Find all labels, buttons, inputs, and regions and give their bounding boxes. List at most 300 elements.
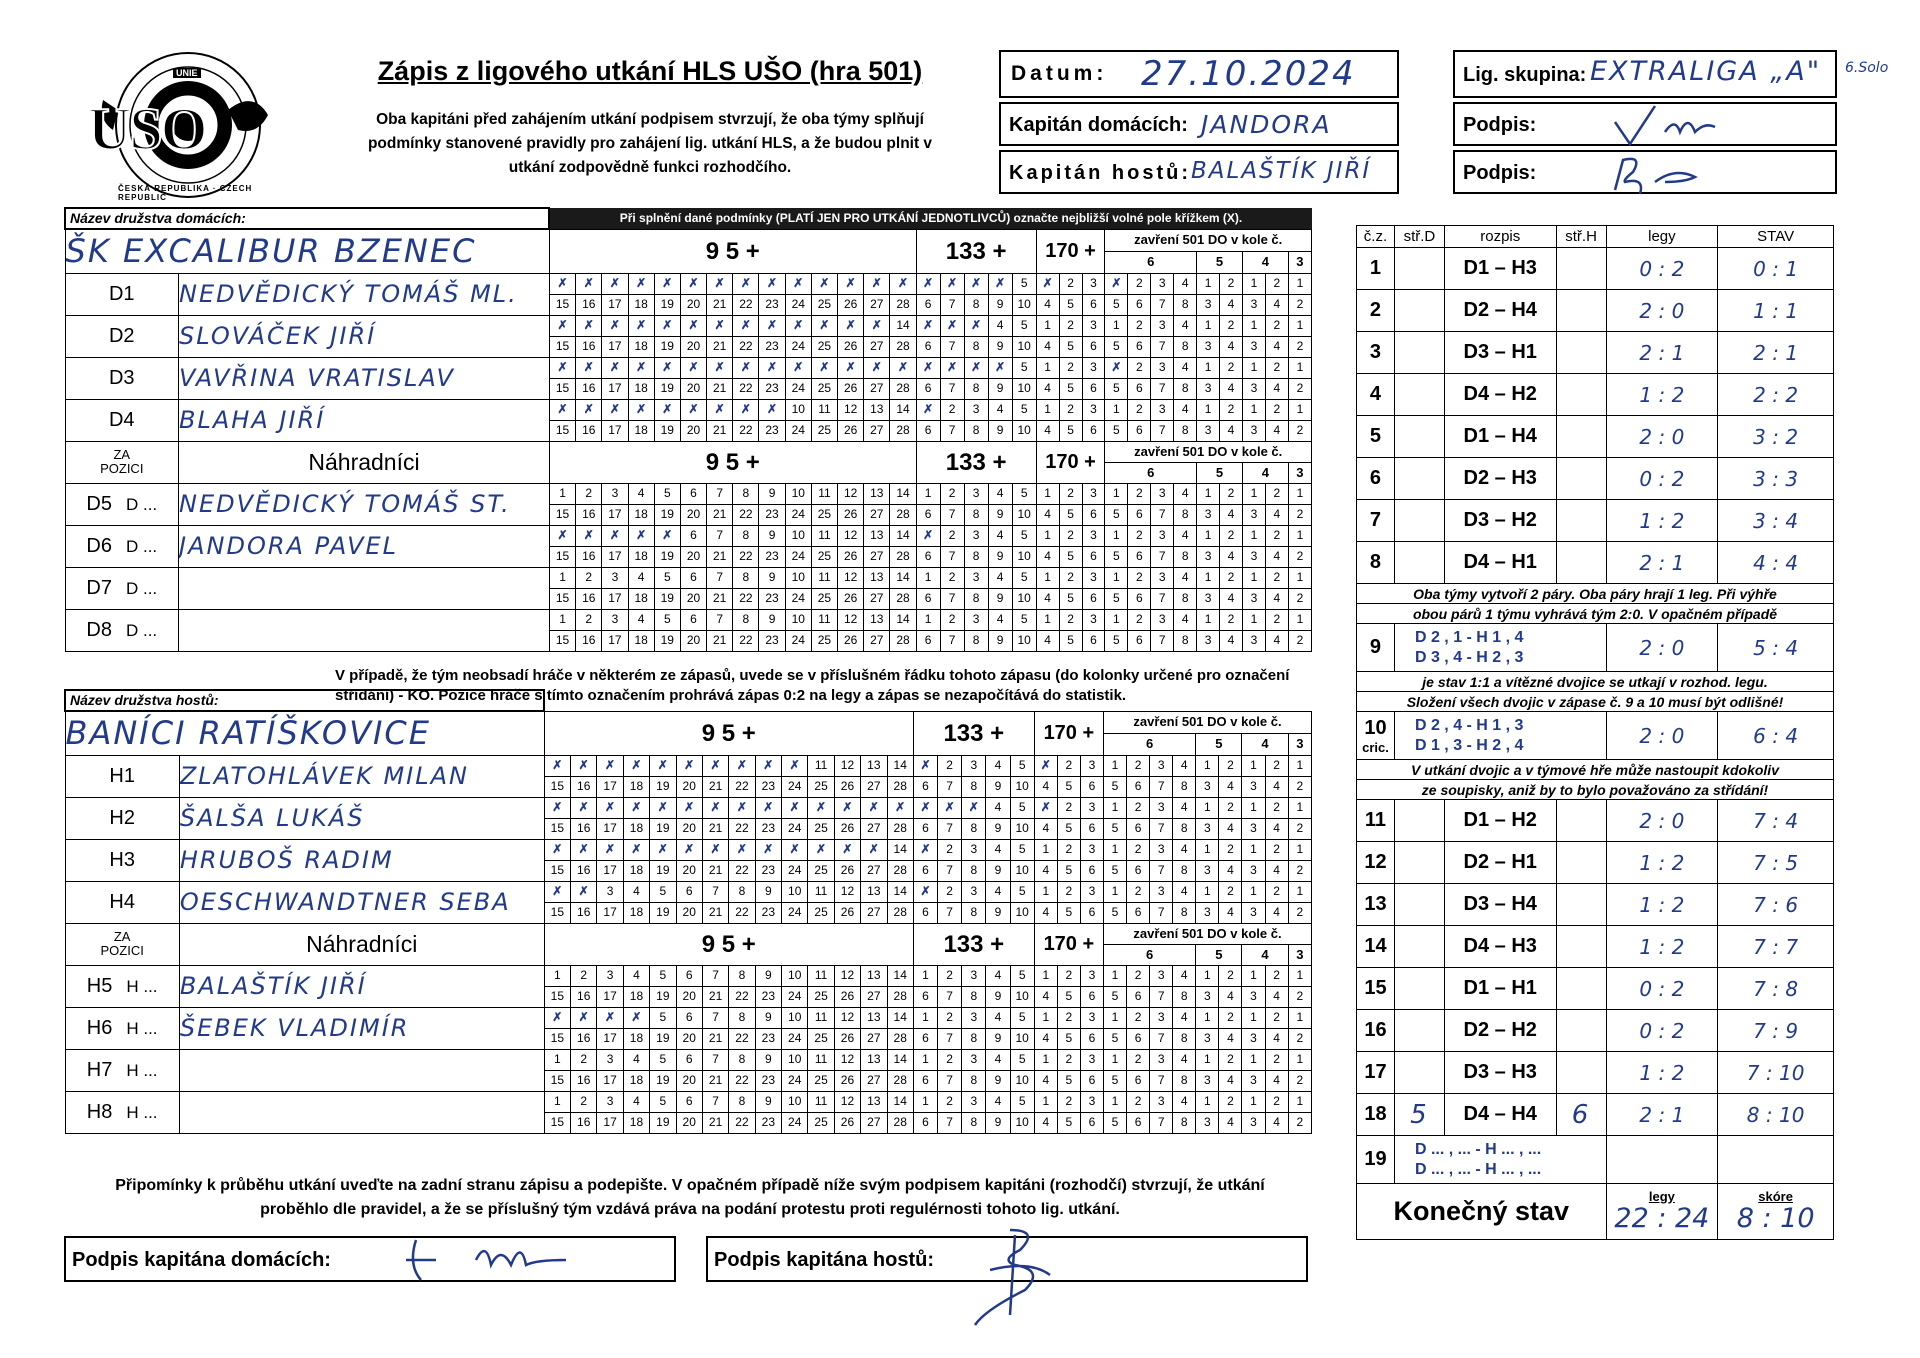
cell-close: 1 — [1105, 483, 1128, 504]
cell-95: 18 — [623, 776, 649, 797]
cell-170: 4 — [1034, 818, 1057, 839]
kap-host-value: BALAŠTÍK JIŘÍ — [1191, 158, 1372, 184]
cell-95: 22 — [733, 546, 759, 567]
cell-95: 23 — [755, 860, 781, 881]
match-strh — [1556, 542, 1606, 584]
cell-95: 20 — [676, 1070, 702, 1091]
cell-95: 4 — [623, 1091, 649, 1112]
match-strd — [1394, 290, 1444, 332]
close-header: zavření 501 DO v kole č. — [1105, 441, 1312, 462]
cell-95: 26 — [834, 1070, 860, 1091]
cell-95: ✗ — [623, 839, 649, 860]
cell-close: 2 — [1288, 294, 1311, 315]
match-pairing: D4 – H2 — [1444, 374, 1556, 416]
cell-95: 22 — [733, 336, 759, 357]
cell-close: 7 — [1150, 818, 1173, 839]
datum-box — [999, 50, 1399, 98]
cell-95: 18 — [623, 1070, 649, 1091]
cell-133: 3 — [962, 1091, 986, 1112]
cell-95: 12 — [838, 483, 864, 504]
cell-95: 22 — [729, 1028, 755, 1049]
cell-95: 16 — [571, 776, 597, 797]
cell-close: 1 — [1242, 525, 1265, 546]
cell-close: 2 — [1265, 965, 1288, 986]
cell-close: 1 — [1105, 399, 1128, 420]
cell-133: 7 — [938, 1070, 962, 1091]
cell-close: 4 — [1173, 965, 1196, 986]
close-header: zavření 501 DO v kole č. — [1103, 711, 1311, 733]
cell-close: 3 — [1242, 630, 1265, 651]
cell-close: 1 — [1288, 797, 1311, 818]
cell-close: 2 — [1128, 357, 1151, 378]
cell-close: 4 — [1265, 420, 1288, 441]
match-row — [1357, 968, 1834, 1010]
cell-170: 1 — [1036, 609, 1059, 630]
cell-133: 4 — [988, 483, 1012, 504]
cell-95: 12 — [838, 399, 864, 420]
cell-95: ✗ — [755, 839, 781, 860]
match-row — [1357, 1052, 1834, 1094]
pair-score: 6 : 4 — [1718, 712, 1834, 760]
cell-close: 7 — [1150, 986, 1173, 1007]
cell-close: 2 — [1220, 315, 1243, 336]
player-name: VAVŘINA VRATISLAV — [179, 357, 550, 399]
cell-170: 4 — [1036, 588, 1059, 609]
cell-close: 6 — [1127, 986, 1150, 1007]
guest-label-spacer — [544, 690, 1311, 711]
cell-close: 4 — [1219, 986, 1242, 1007]
cell-close: 5 — [1105, 588, 1128, 609]
cell-95: 15 — [544, 860, 570, 881]
cell-133: 4 — [986, 881, 1010, 902]
cell-133: 7 — [940, 420, 964, 441]
cell-133: 8 — [962, 776, 986, 797]
cell-close: 2 — [1288, 504, 1311, 525]
guest-team-row — [65, 711, 1312, 733]
cell-95: 18 — [628, 588, 654, 609]
cell-close: 2 — [1288, 1028, 1311, 1049]
cell-170: 3 — [1080, 881, 1103, 902]
cell-close: 3 — [1242, 420, 1265, 441]
cell-133: ✗ — [962, 797, 986, 818]
cell-close: 1 — [1242, 965, 1265, 986]
cell-close: 8 — [1173, 860, 1196, 881]
cell-95: ✗ — [549, 525, 575, 546]
cell-133: 4 — [986, 1007, 1010, 1028]
cell-95: 15 — [544, 776, 570, 797]
cell-95: 8 — [729, 1091, 755, 1112]
cell-close: 2 — [1265, 567, 1288, 588]
cell-95: 5 — [654, 483, 680, 504]
pair-score: 5 : 4 — [1718, 624, 1834, 672]
pair-lineup — [1394, 712, 1606, 760]
cell-95: 7 — [702, 965, 728, 986]
cell-close: 4 — [1220, 336, 1243, 357]
cell-170: 5 — [1059, 378, 1082, 399]
cell-close: 1 — [1242, 1049, 1265, 1070]
cell-95: ✗ — [628, 273, 654, 294]
cell-close: 5 — [1103, 1112, 1126, 1133]
cell-95: 25 — [808, 1070, 834, 1091]
cell-170: 4 — [1036, 420, 1059, 441]
pair-line-1: D 2 , 4 - H 1 , 3 — [1414, 716, 1524, 734]
cell-95: 24 — [782, 902, 808, 923]
cell-close: 2 — [1265, 315, 1288, 336]
cell-close: 2 — [1265, 1091, 1288, 1112]
cell-95: 26 — [834, 986, 860, 1007]
player-id: H4 — [65, 881, 179, 923]
cell-close: 4 — [1265, 378, 1288, 399]
cell-133: 7 — [940, 378, 964, 399]
cell-133: 6 — [913, 1028, 937, 1049]
cell-close: 2 — [1265, 1007, 1288, 1028]
cell-133: 9 — [986, 1028, 1010, 1049]
cell-95: 14 — [887, 755, 913, 776]
cell-95: 6 — [676, 1007, 702, 1028]
cell-133: 1 — [913, 1049, 937, 1070]
cell-95: 16 — [571, 818, 597, 839]
cell-133: ✗ — [913, 881, 937, 902]
cell-close: 1 — [1197, 357, 1220, 378]
cell-close: 3 — [1151, 315, 1174, 336]
cell-close: 8 — [1174, 420, 1197, 441]
cell-95: ✗ — [549, 315, 575, 336]
cell-95: 22 — [729, 818, 755, 839]
match-number: 18 — [1357, 1094, 1395, 1136]
cell-95: 2 — [576, 567, 602, 588]
player-name: OESCHWANDTNER SEBA — [179, 881, 544, 923]
datum-value: 27.10.2024 — [1141, 54, 1356, 94]
cell-95: 10 — [782, 1007, 808, 1028]
player-name: SLOVÁČEK JIŘÍ — [179, 315, 550, 357]
cell-170: 6 — [1082, 420, 1105, 441]
logo-unie: UNIE — [173, 68, 201, 78]
player-pos: D ... — [125, 494, 158, 514]
cell-95: 14 — [890, 525, 916, 546]
match-strh — [1556, 1010, 1606, 1052]
home-player-row — [65, 525, 1312, 546]
cell-95: 7 — [707, 567, 733, 588]
cell-95: ✗ — [544, 881, 570, 902]
cell-133: 4 — [986, 965, 1010, 986]
cell-95: 16 — [571, 1028, 597, 1049]
cell-133: 5 — [1010, 839, 1034, 860]
cell-95: ✗ — [861, 839, 887, 860]
cell-close: 3 — [1197, 630, 1220, 651]
cell-95: 21 — [702, 1070, 728, 1091]
cell-133: 5 — [1012, 273, 1036, 294]
match-number: 12 — [1357, 842, 1395, 884]
cell-close: 3 — [1242, 986, 1265, 1007]
cell-95: 19 — [650, 860, 676, 881]
match-row — [1357, 500, 1834, 542]
cell-close: 2 — [1220, 525, 1243, 546]
cell-close: 3 — [1242, 902, 1265, 923]
cell-close: 1 — [1242, 315, 1265, 336]
cell-133: 3 — [962, 839, 986, 860]
match-number: 15 — [1357, 968, 1395, 1010]
cell-95: 9 — [755, 1007, 781, 1028]
cell-95: 13 — [864, 483, 890, 504]
cell-close: 6 — [1127, 818, 1150, 839]
cell-133: 6 — [913, 818, 937, 839]
cell-close: 3 — [1150, 1007, 1173, 1028]
cell-close: 2 — [1288, 336, 1311, 357]
cell-95: 27 — [861, 860, 887, 881]
logo-ring: ČESKÁ REPUBLIKA · CZECH REPUBLIC — [118, 184, 253, 202]
cell-95: ✗ — [759, 315, 785, 336]
match-pairing: D3 – H2 — [1444, 500, 1556, 542]
cell-95: 19 — [654, 504, 680, 525]
cell-95: ✗ — [808, 797, 834, 818]
cell-95: 10 — [785, 567, 811, 588]
cell-close: 1 — [1288, 1007, 1311, 1028]
cell-close: 8 — [1173, 902, 1196, 923]
cell-133: 6 — [916, 546, 940, 567]
cell-95: ✗ — [785, 315, 811, 336]
cell-170: ✗ — [1036, 273, 1059, 294]
match-strh — [1556, 842, 1606, 884]
cell-95: 8 — [729, 881, 755, 902]
cell-95: 17 — [602, 630, 628, 651]
cell-95: 23 — [759, 294, 785, 315]
home-player-row — [65, 315, 1312, 336]
match-pairing: D1 – H4 — [1444, 416, 1556, 458]
sig-home-box — [64, 1236, 676, 1282]
cell-133: 7 — [940, 630, 964, 651]
cell-95: ✗ — [755, 755, 781, 776]
cric-label: cric. — [1362, 739, 1389, 755]
cell-95: 11 — [811, 525, 837, 546]
cell-95: 10 — [785, 483, 811, 504]
cell-95: 27 — [861, 776, 887, 797]
cell-close: 2 — [1265, 273, 1288, 294]
cell-170: 4 — [1034, 1112, 1057, 1133]
cell-95: 19 — [650, 986, 676, 1007]
pair-number-value: 9 — [1369, 636, 1382, 658]
match-score: 3 : 3 — [1718, 458, 1834, 500]
cell-95: 18 — [628, 546, 654, 567]
cell-170: 3 — [1080, 755, 1103, 776]
cell-close: 1 — [1197, 315, 1220, 336]
close-col-3: 3 — [1288, 462, 1311, 483]
cell-close: 4 — [1220, 294, 1243, 315]
cell-170: 6 — [1080, 1028, 1103, 1049]
match-strd — [1394, 458, 1444, 500]
final-score-label: skóre — [1758, 1188, 1793, 1204]
cell-95: 19 — [654, 546, 680, 567]
cell-95: 23 — [755, 986, 781, 1007]
match-number: 7 — [1357, 500, 1395, 542]
cell-95: 18 — [628, 420, 654, 441]
cell-133: 6 — [916, 630, 940, 651]
cell-95: 9 — [759, 609, 785, 630]
cell-close: 8 — [1174, 546, 1197, 567]
cell-95: 11 — [811, 399, 837, 420]
cell-133: 8 — [962, 902, 986, 923]
cell-95: 23 — [759, 378, 785, 399]
cell-95: 25 — [808, 776, 834, 797]
cell-close: 3 — [1197, 588, 1220, 609]
col-95-header: 9 5 + — [549, 441, 916, 483]
cell-close: 5 — [1105, 630, 1128, 651]
cell-133: 2 — [938, 1007, 962, 1028]
cell-133: 3 — [962, 965, 986, 986]
cell-170: 5 — [1057, 818, 1080, 839]
cell-95: 11 — [808, 1049, 834, 1070]
cell-95: ✗ — [623, 797, 649, 818]
cell-95: 23 — [759, 504, 785, 525]
cell-95: 21 — [702, 902, 728, 923]
cell-close: 3 — [1197, 546, 1220, 567]
cell-close: 6 — [1128, 504, 1151, 525]
cell-95: 17 — [602, 336, 628, 357]
cell-95: 17 — [597, 902, 623, 923]
cell-close: 7 — [1151, 420, 1174, 441]
match-strd — [1394, 800, 1444, 842]
cell-133: 5 — [1012, 399, 1036, 420]
cell-95: ✗ — [808, 839, 834, 860]
cell-95: 4 — [623, 1049, 649, 1070]
lig-note: 6.Solo — [1845, 60, 1889, 76]
cell-close: 4 — [1220, 588, 1243, 609]
player-name: NEDVĚDICKÝ TOMÁŠ ST. — [179, 483, 550, 525]
cell-close: 1 — [1288, 525, 1311, 546]
cell-95: 17 — [597, 1112, 623, 1133]
cell-95: 17 — [597, 986, 623, 1007]
cell-170: 3 — [1080, 797, 1103, 818]
cell-133: 9 — [986, 986, 1010, 1007]
cell-close: 1 — [1288, 357, 1311, 378]
cell-133: 1 — [916, 483, 940, 504]
cell-95: 20 — [680, 546, 706, 567]
cell-95: 22 — [733, 504, 759, 525]
match-strd — [1394, 1052, 1444, 1094]
match-strh — [1556, 374, 1606, 416]
close-col-3: 3 — [1288, 733, 1311, 755]
cell-close: 8 — [1173, 818, 1196, 839]
player-id: D3 — [65, 357, 179, 399]
match-row — [1357, 842, 1834, 884]
match-number: 4 — [1357, 374, 1395, 416]
cell-133: 10 — [1012, 546, 1036, 567]
cell-95: ✗ — [602, 315, 628, 336]
pair-line-1: D 2 , 1 - H 1 , 4 — [1414, 628, 1524, 646]
cell-133: 2 — [938, 965, 962, 986]
cell-close: 4 — [1173, 839, 1196, 860]
cell-close: 8 — [1173, 1112, 1196, 1133]
cell-close: 4 — [1174, 273, 1197, 294]
cell-133: 5 — [1010, 965, 1034, 986]
cell-95: 17 — [597, 1070, 623, 1091]
cell-95: 19 — [650, 776, 676, 797]
cell-95: 8 — [729, 1007, 755, 1028]
cell-close: 4 — [1265, 588, 1288, 609]
cell-133: 4 — [988, 525, 1012, 546]
cell-133: 10 — [1010, 1070, 1034, 1091]
home-player-row — [65, 357, 1312, 378]
pozici-label: POZICI — [100, 943, 144, 958]
cell-95: ✗ — [729, 797, 755, 818]
cell-close: 2 — [1265, 399, 1288, 420]
cell-95: ✗ — [576, 273, 602, 294]
cell-close: 6 — [1128, 336, 1151, 357]
cell-close: 3 — [1197, 378, 1220, 399]
cell-95: 16 — [576, 294, 602, 315]
sig-home-label: Podpis kapitána domácích: — [72, 1249, 331, 1271]
cell-95: 14 — [887, 965, 913, 986]
match-strd — [1394, 884, 1444, 926]
cell-close: 3 — [1197, 504, 1220, 525]
cell-95: 18 — [623, 818, 649, 839]
match-strd — [1394, 1010, 1444, 1052]
cell-133: ✗ — [916, 399, 940, 420]
cell-95: 24 — [785, 420, 811, 441]
cell-95: 16 — [576, 546, 602, 567]
cell-close: 1 — [1288, 1049, 1311, 1070]
cell-133: 10 — [1012, 336, 1036, 357]
cell-95: 20 — [680, 630, 706, 651]
close-col-5: 5 — [1197, 251, 1243, 273]
cell-close: 4 — [1220, 420, 1243, 441]
cell-95: 9 — [755, 1049, 781, 1070]
cell-95: 18 — [628, 294, 654, 315]
cell-close: 5 — [1105, 336, 1128, 357]
cell-close: 4 — [1219, 1112, 1242, 1133]
match-row — [1357, 800, 1834, 842]
cell-close: 4 — [1173, 1007, 1196, 1028]
cell-95: 5 — [650, 1049, 676, 1070]
cell-95: 26 — [834, 1112, 860, 1133]
cell-close: 1 — [1196, 755, 1219, 776]
cell-170: 2 — [1059, 273, 1082, 294]
cell-close: 1 — [1288, 609, 1311, 630]
cell-95: 21 — [702, 1112, 728, 1133]
cell-95: 26 — [838, 546, 864, 567]
player-id: H7 — [86, 1058, 113, 1081]
cell-95: 22 — [733, 378, 759, 399]
cell-close: 2 — [1128, 273, 1151, 294]
cell-close: 5 — [1105, 420, 1128, 441]
cell-95: 10 — [782, 1091, 808, 1112]
cell-95: ✗ — [864, 315, 890, 336]
cell-95: 21 — [707, 294, 733, 315]
cell-133: 2 — [938, 755, 962, 776]
cell-95: 13 — [861, 755, 887, 776]
close-col-6: 6 — [1105, 251, 1197, 273]
cell-133: 2 — [940, 483, 964, 504]
cell-95: ✗ — [811, 357, 837, 378]
cell-133: 10 — [1012, 378, 1036, 399]
cell-95: 28 — [890, 378, 916, 399]
podpis-host-label: Podpis: — [1463, 162, 1537, 184]
cell-close: 3 — [1150, 1091, 1173, 1112]
cell-95: 5 — [654, 609, 680, 630]
cell-95: 27 — [864, 294, 890, 315]
cell-170: 5 — [1059, 420, 1082, 441]
cell-95: 16 — [571, 860, 597, 881]
side-header-h_rozpis: rozpis — [1444, 226, 1556, 248]
cell-close: 5 — [1103, 776, 1126, 797]
match-number: 11 — [1357, 800, 1395, 842]
cell-170: 2 — [1059, 609, 1082, 630]
cell-95: 17 — [602, 546, 628, 567]
cell-close: 4 — [1265, 630, 1288, 651]
cell-95: 14 — [890, 609, 916, 630]
cell-close: 1 — [1103, 1007, 1126, 1028]
match-legs: 0 : 2 — [1606, 1010, 1718, 1052]
cell-95: 22 — [733, 630, 759, 651]
